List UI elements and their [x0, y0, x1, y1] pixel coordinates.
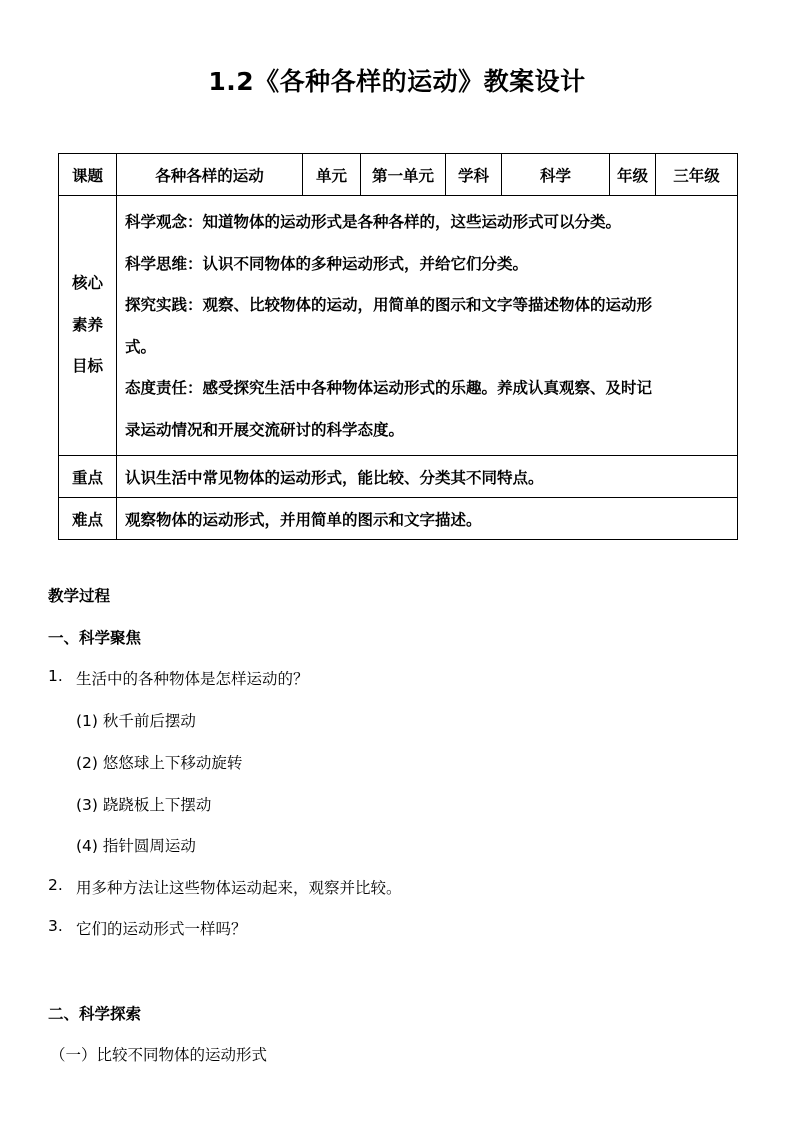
goals-row — [59, 196, 738, 456]
subject-value: 科学 — [502, 154, 610, 196]
goals-content — [117, 196, 738, 456]
subject-label: 学科 — [446, 154, 502, 196]
sub-item-yoyo: (2) 悠悠球上下移动旋转 — [76, 754, 243, 772]
teaching-process-heading: 教学过程 — [48, 587, 111, 605]
goal-attitude: 态度责任：感受探究生活中各种物体运动形式的乐趣。养成认真观察、及时记 — [125, 379, 653, 397]
topic-value: 各种各样的运动 — [117, 154, 303, 196]
goal-attitude-cont: 录运动情况和开展交流研讨的科学态度。 — [125, 420, 405, 439]
key-points-row — [59, 456, 738, 498]
sub-item-pointer: (4) 指针圆周运动 — [76, 837, 196, 855]
page-title: 1.2《各种各样的运动》教案设计 — [208, 67, 586, 96]
section-science-exploration: 二、科学探索 — [48, 1005, 142, 1023]
goals-label: 核心 素养 目标 — [59, 196, 117, 456]
difficult-points-row — [59, 498, 738, 540]
subsection-compare-motion: （一）比较不同物体的运动形式 — [50, 1046, 268, 1064]
section-science-focus: 一、科学聚焦 — [48, 629, 142, 647]
grade-value: 三年级 — [656, 154, 738, 196]
table-header-row — [59, 154, 738, 196]
key-points-label: 重点 — [59, 456, 117, 498]
goal-inquiry-practice-cont: 式。 — [125, 337, 157, 356]
topic-label: 课题 — [59, 154, 117, 196]
unit-value: 第一单元 — [361, 154, 446, 196]
difficult-points-value: 观察物体的运动形式，并用简单的图示和文字描述。 — [117, 498, 738, 540]
list-item: 3. 它们的运动形式一样吗？ — [48, 917, 247, 938]
grade-label: 年级 — [610, 154, 656, 196]
unit-label: 单元 — [303, 154, 361, 196]
sub-item-seesaw: (3) 跷跷板上下摆动 — [76, 796, 212, 814]
goal-science-thinking: 科学思维：认识不同物体的多种运动形式，并给它们分类。 — [125, 254, 529, 273]
sub-item-swing: (1) 秋千前后摆动 — [76, 712, 196, 730]
difficult-points-label: 难点 — [59, 498, 117, 540]
goal-inquiry-practice: 探究实践：观察、比较物体的运动，用简单的图示和文字等描述物体的运动形 — [125, 296, 653, 314]
goal-science-concept: 科学观念：知道物体的运动形式是各种各样的，这些运动形式可以分类。 — [125, 213, 622, 231]
list-item: 1. 生活中的各种物体是怎样运动的？ — [48, 667, 309, 688]
lesson-info-table — [58, 153, 738, 540]
list-item: 2. 用多种方法让这些物体运动起来，观察并比较。 — [48, 876, 402, 897]
key-points-value: 认识生活中常见物体的运动形式，能比较、分类其不同特点。 — [117, 456, 738, 498]
